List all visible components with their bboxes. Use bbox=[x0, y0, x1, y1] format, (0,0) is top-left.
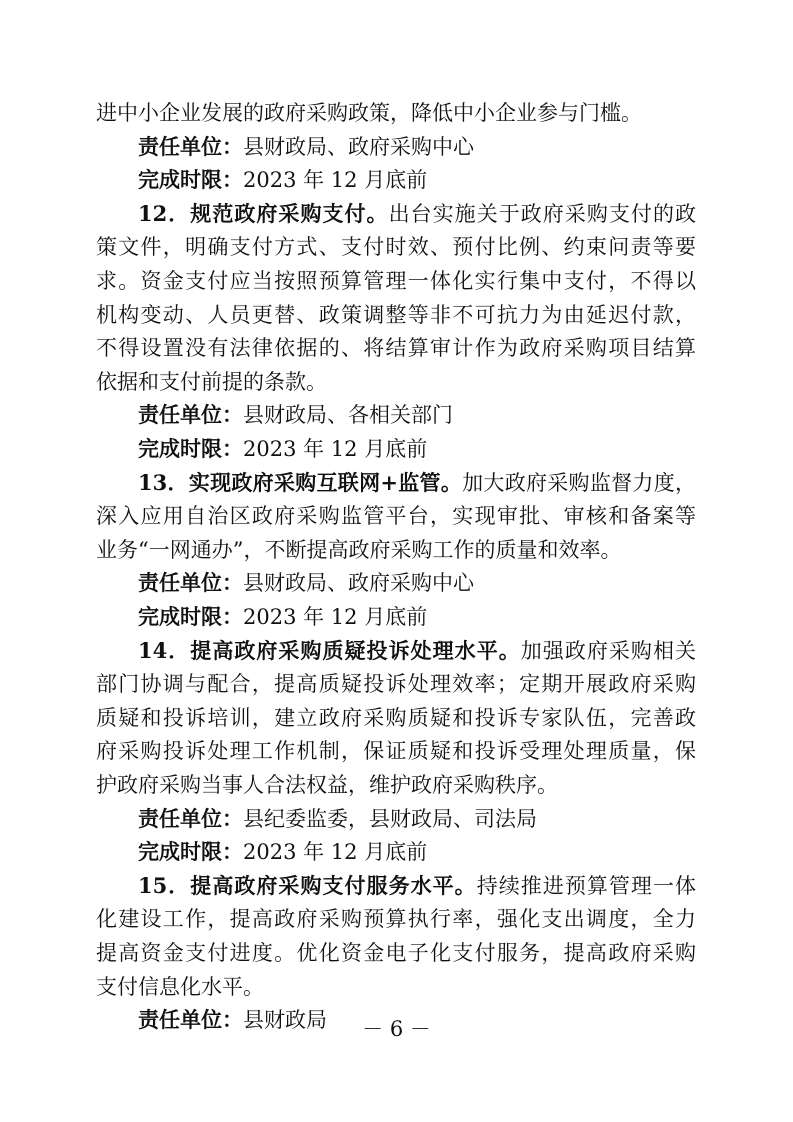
line-text: 加强政府采购相关 bbox=[520, 638, 696, 663]
bold-lead: 责任单位： bbox=[138, 570, 243, 596]
text-line bbox=[96, 772, 696, 798]
line-text: 县财政局 bbox=[243, 1008, 327, 1033]
line-text: 不得设置没有法律依据的、将结算审计作为政府采购项目结算 bbox=[96, 336, 696, 361]
text-line bbox=[138, 167, 696, 193]
line-text: 府采购投诉处理工作机制，保证质疑和投诉受理处理质量，保 bbox=[96, 739, 696, 764]
bold-lead: 完成时限： bbox=[138, 604, 243, 629]
line-text: 持续推进预算管理一体 bbox=[476, 873, 696, 898]
line-text: 深入应用自治区政府采购监管平台，实现审批、审核和备案等 bbox=[96, 504, 696, 529]
text-line bbox=[138, 873, 696, 899]
bold-lead: 完成时限： bbox=[138, 167, 243, 193]
line-text: 依据和支付前提的条款。 bbox=[96, 369, 327, 394]
line-text: 加大政府采购监督力度， bbox=[462, 470, 696, 495]
bold-lead: 15．提高政府采购支付服务水平。 bbox=[138, 872, 477, 898]
line-text: 业务“一网通办”，不断提高政府采购工作的质量和效率。 bbox=[96, 537, 622, 562]
text-line bbox=[96, 537, 696, 563]
line-text: 护政府采购当事人合法权益，维护政府采购秩序。 bbox=[96, 773, 558, 797]
text-line bbox=[138, 134, 696, 160]
bold-lead: 责任单位： bbox=[138, 133, 243, 159]
bold-lead: 责任单位： bbox=[138, 805, 243, 831]
text-line bbox=[96, 906, 696, 932]
bold-lead: 完成时限： bbox=[138, 436, 243, 461]
bold-lead: 完成时限： bbox=[138, 839, 243, 865]
line-text: 县财政局、政府采购中心 bbox=[243, 571, 474, 596]
text-line bbox=[96, 705, 696, 731]
text-line bbox=[96, 268, 696, 294]
text-line bbox=[96, 738, 696, 764]
line-text: 进中小企业发展的政府采购政策，降低中小企业参与门槛。 bbox=[96, 101, 642, 125]
line-text: 质疑和投诉培训，建立政府采购质疑和投诉专家队伍，完善政 bbox=[96, 705, 696, 730]
text-line bbox=[138, 436, 696, 462]
text-line bbox=[96, 369, 696, 395]
line-text: 出台实施关于政府采购支付的政 bbox=[388, 201, 696, 226]
line-text: 提高资金支付进度。优化资金电子化支付服务，提高政府采购 bbox=[96, 941, 696, 965]
line-text: 县纪委监委，县财政局、司法局 bbox=[243, 806, 537, 831]
line-text: 县财政局、各相关部门 bbox=[243, 403, 453, 428]
line-text: 化建设工作，提高政府采购预算执行率，强化支出调度，全力 bbox=[96, 907, 696, 932]
text-line bbox=[96, 100, 696, 126]
text-line bbox=[96, 940, 696, 966]
line-text: 县财政局、政府采购中心 bbox=[243, 134, 474, 159]
line-text: 2023 年 12 月底前 bbox=[243, 840, 428, 865]
line-text: 求。资金支付应当按照预算管理一体化实行集中支付，不得以 bbox=[96, 269, 696, 293]
line-text: 支付信息化水平。 bbox=[96, 974, 264, 999]
text-line bbox=[96, 335, 696, 361]
text-line bbox=[138, 806, 696, 832]
text-line bbox=[138, 604, 696, 630]
text-line bbox=[138, 570, 696, 596]
text-line bbox=[138, 402, 696, 428]
line-text: 2023 年 12 月底前 bbox=[243, 605, 428, 629]
line-text: 2023 年 12 月底前 bbox=[243, 437, 428, 461]
text-line bbox=[96, 671, 696, 697]
text-line bbox=[96, 234, 696, 260]
line-text: 机构变动、人员更替、政策调整等非不可抗力为由延迟付款， bbox=[96, 302, 696, 327]
text-line bbox=[138, 839, 696, 865]
bold-lead: 责任单位： bbox=[138, 402, 243, 428]
bold-lead: 13．实现政府采购互联网+监管。 bbox=[138, 469, 463, 495]
page-number: － 6 － bbox=[362, 1017, 431, 1041]
bold-lead: 责任单位： bbox=[138, 1007, 243, 1033]
bold-lead: 14．提高政府采购质疑投诉处理水平。 bbox=[138, 637, 521, 663]
line-text: 2023 年 12 月底前 bbox=[243, 168, 428, 193]
line-text: 策文件，明确支付方式、支付时效、预付比例、约束问责等要 bbox=[96, 235, 696, 260]
bold-lead: 12．规范政府采购支付。 bbox=[138, 200, 389, 226]
text-line bbox=[138, 201, 696, 227]
text-line bbox=[96, 974, 696, 1000]
text-line bbox=[138, 638, 696, 664]
text-line bbox=[96, 302, 696, 328]
line-text: 部门协调与配合，提高质疑投诉处理效率；定期开展政府采购 bbox=[96, 672, 696, 697]
text-line bbox=[96, 503, 696, 529]
text-line bbox=[138, 470, 696, 496]
